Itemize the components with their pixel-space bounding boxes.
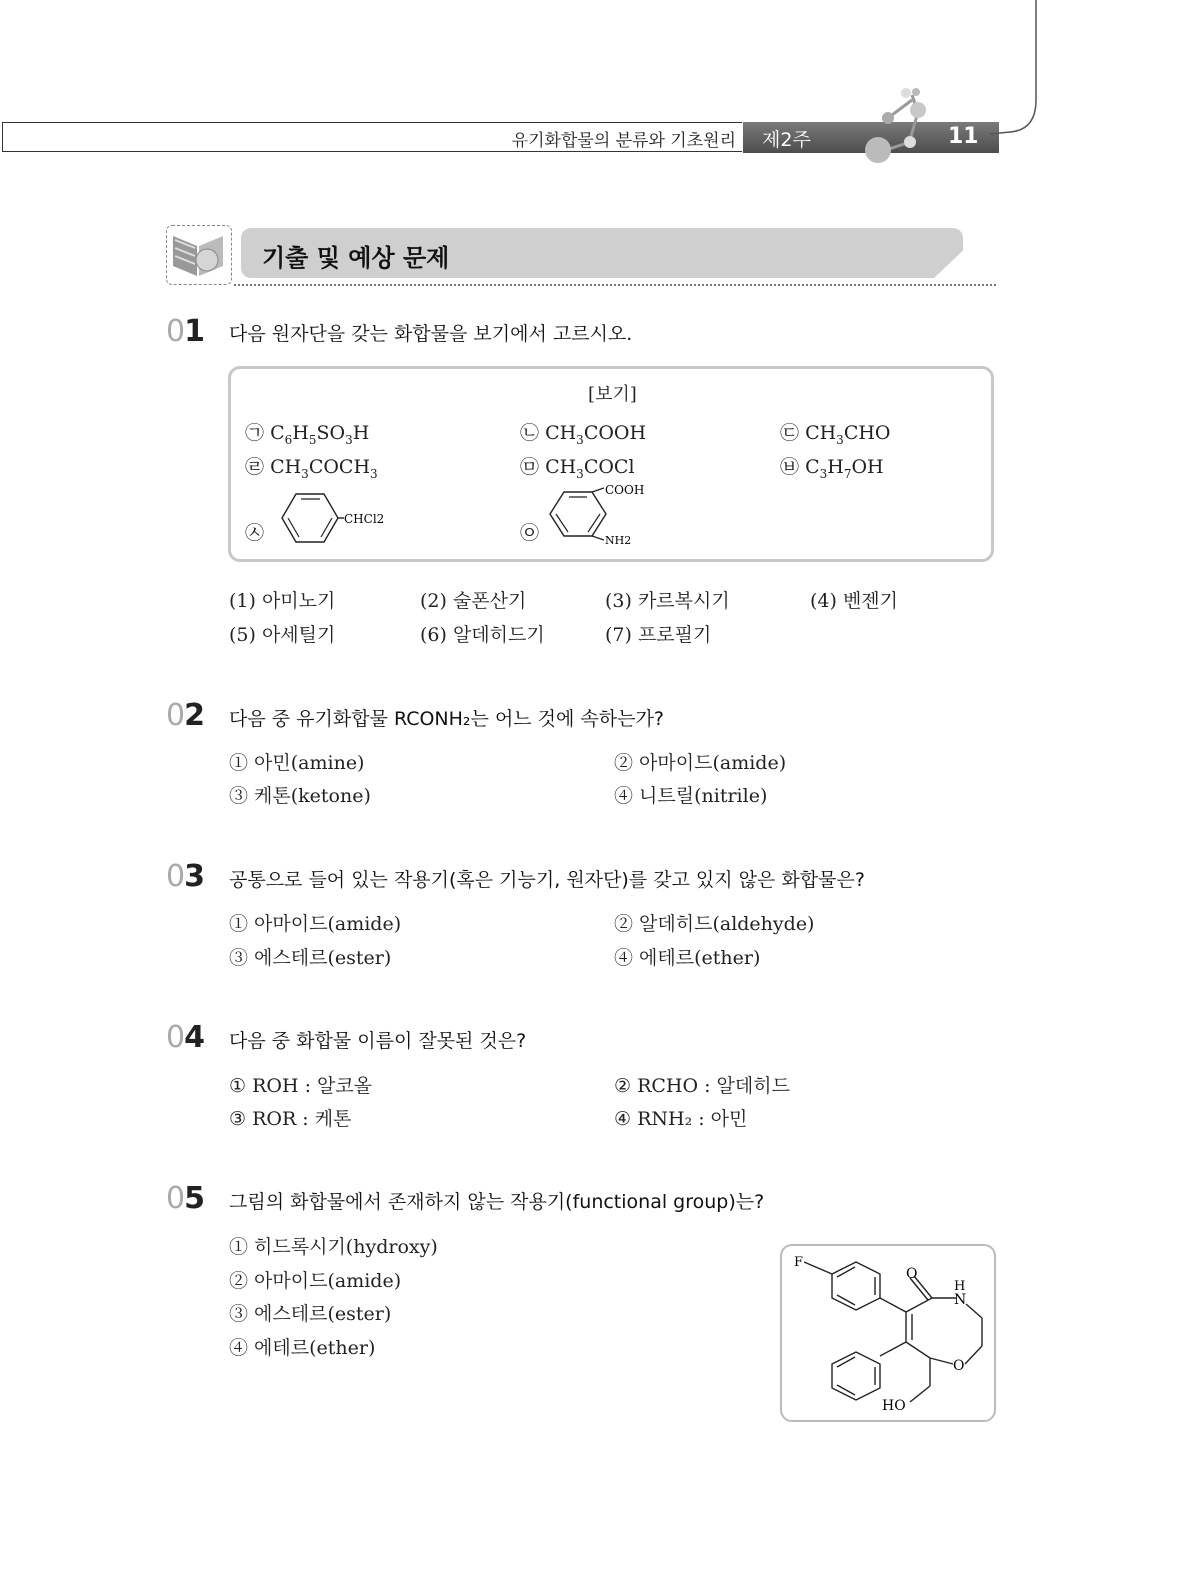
q1-choice: (4) 벤젠기 bbox=[810, 590, 899, 612]
q4-option[interactable]: ③ ROR : 케톤 bbox=[229, 1108, 352, 1130]
q2-option[interactable]: ④ 니트릴(nitrile) bbox=[614, 785, 768, 807]
benzal-chloride-structure bbox=[268, 490, 398, 548]
chcl2-label: CHCl2 bbox=[344, 512, 385, 526]
bogi-item-h-mark: ㉧ bbox=[520, 522, 540, 544]
page-number: 11 bbox=[948, 124, 979, 149]
q2-option[interactable]: ② 아마이드(amide) bbox=[614, 752, 787, 774]
hydroxy-label: HO bbox=[882, 1398, 906, 1414]
q5-option[interactable]: ③ 에스테르(ester) bbox=[229, 1303, 392, 1325]
q5-option[interactable]: ④ 에테르(ether) bbox=[229, 1337, 376, 1359]
q4-option[interactable]: ① ROH : 알코올 bbox=[229, 1075, 373, 1097]
q5-option[interactable]: ① 히드록시기(hydroxy) bbox=[229, 1236, 438, 1258]
question-number-5: 05 bbox=[166, 1181, 204, 1216]
q3-option[interactable]: ③ 에스테르(ester) bbox=[229, 947, 392, 969]
bogi-item-g-mark: ㉦ bbox=[245, 522, 265, 544]
q1-choice: (7) 프로필기 bbox=[605, 624, 712, 646]
q3-option[interactable]: ② 알데히드(aldehyde) bbox=[614, 913, 815, 935]
question-number-2: 02 bbox=[166, 698, 204, 733]
bogi-item-b: ㉡ $CH_3COOH$ bbox=[520, 422, 647, 447]
q5-option[interactable]: ② 아마이드(amide) bbox=[229, 1270, 402, 1292]
q1-choice: (1) 아미노기 bbox=[229, 590, 336, 612]
question-5-text: 그림의 화합물에서 존재하지 않는 작용기(functional group)는? bbox=[229, 1191, 765, 1213]
header-subject: 유기화합물의 분류와 기초원리 bbox=[511, 131, 736, 151]
bogi-item-a: ㉠ $C_6H_5SO_3H$ bbox=[245, 422, 370, 447]
q1-choice: (5) 아세틸기 bbox=[229, 624, 336, 646]
bogi-item-c: ㉢ $CH_3CHO$ bbox=[780, 422, 891, 447]
nh2-label: NH2 bbox=[605, 534, 632, 547]
molecule-decoration-icon bbox=[840, 0, 1060, 175]
header-week: 제2주 bbox=[762, 129, 811, 151]
book-globe-icon bbox=[166, 225, 232, 285]
q2-option[interactable]: ① 아민(amine) bbox=[229, 752, 365, 774]
q4-option[interactable]: ④ RNH₂ : 아민 bbox=[614, 1108, 748, 1130]
q1-choice: (6) 알데히드기 bbox=[420, 624, 545, 646]
amide-hydrogen-label: H bbox=[954, 1279, 966, 1294]
q3-option[interactable]: ④ 에테르(ether) bbox=[614, 947, 761, 969]
section-divider bbox=[234, 284, 996, 286]
section-title: 기출 및 예상 문제 bbox=[262, 244, 450, 272]
question-3-text: 공통으로 들어 있는 작용기(혹은 기능기, 원자단)를 갖고 있지 않은 화합물은? bbox=[229, 869, 865, 891]
q1-choice: (2) 술폰산기 bbox=[420, 590, 527, 612]
cooh-label: COOH bbox=[605, 483, 645, 497]
q3-option[interactable]: ① 아마이드(amide) bbox=[229, 913, 402, 935]
bogi-title: [보기] bbox=[588, 384, 637, 405]
q5-compound-structure bbox=[782, 1246, 994, 1420]
q1-choice: (3) 카르복시기 bbox=[605, 590, 730, 612]
q2-option[interactable]: ③ 케톤(ketone) bbox=[229, 785, 371, 807]
ether-oxygen-label: O bbox=[953, 1358, 965, 1374]
question-2-text: 다음 중 유기화합물 RCONH₂는 어느 것에 속하는가? bbox=[229, 708, 664, 730]
nitrogen-label: N bbox=[954, 1292, 967, 1308]
bogi-item-d: ㉣ $CH_3COCH_3$ bbox=[245, 456, 378, 481]
anthranilic-acid-structure bbox=[540, 482, 660, 548]
question-4-text: 다음 중 화합물 이름이 잘못된 것은? bbox=[229, 1030, 527, 1052]
question-number-3: 03 bbox=[166, 859, 204, 894]
question-number-4: 04 bbox=[166, 1020, 204, 1055]
q4-option[interactable]: ② RCHO : 알데히드 bbox=[614, 1075, 790, 1097]
question-1-text: 다음 원자단을 갖는 화합물을 보기에서 고르시오. bbox=[229, 323, 633, 345]
bogi-item-f: ㉥ $C_3H_7OH$ bbox=[780, 456, 884, 481]
carbonyl-oxygen-label: O bbox=[906, 1266, 918, 1282]
fluorine-label: F bbox=[794, 1255, 804, 1270]
bogi-item-e: ㉤ $CH_3COCl$ bbox=[520, 456, 635, 481]
question-number-1: 01 bbox=[166, 314, 204, 349]
